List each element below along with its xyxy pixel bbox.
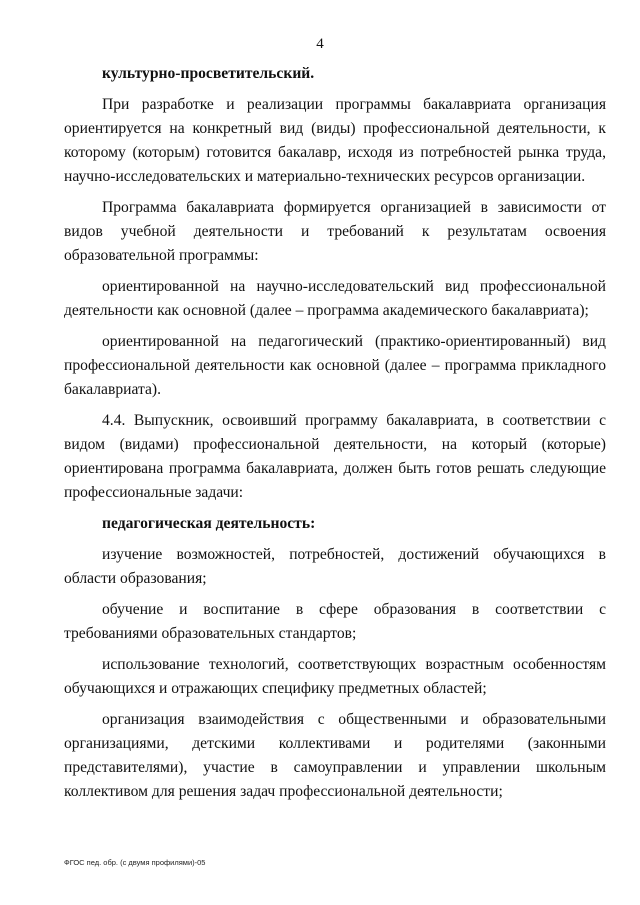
heading-pedagogical-activity: педагогическая деятельность:	[102, 515, 316, 532]
paragraph-academic-bachelor: ориентированной на научно-исследовательский вид профессиональной деятельности как основной (далее – программа академического бакалавриата);	[64, 278, 606, 319]
paragraph-graduate-tasks: 4.4. Выпускник, освоивший программу бакалавриата, в соответствии с видом (видами) профессиональной деятельности, на который (которые) ориентирована программа бакалавриата, должен быть готов решать следующие профессиональные задачи:	[64, 412, 606, 501]
page-number: 4	[316, 36, 324, 52]
paragraph-program-development: При разработке и реализации программы бакалавриата организация ориентируется на конкретный вид (виды) профессиональной деятельности, к которому (которым) готовится бакалавр, исходя из потребностей рынка труда, научно-исследовательских и материально-технических ресурсов организации.	[64, 96, 606, 185]
paragraph-applied-bachelor: ориентированной на педагогический (практико-ориентированный) вид профессиональной деятельности как основной (далее – программа прикладного бакалавриата).	[64, 333, 606, 398]
paragraph-activity-type: культурно-просветительский.	[102, 65, 315, 82]
list-item-interaction: организация взаимодействия с общественными и образовательными организациями, детскими коллективами и родителями (законными представителями), участие в самоуправлении и управлении школьным коллективом для решения задач профессиональной деятельности;	[64, 711, 606, 800]
document-body	[64, 62, 606, 811]
list-item-technologies: использование технологий, соответствующих возрастным особенностям обучающихся и отражающих специфику предметных областей;	[64, 656, 606, 697]
paragraph-program-formation: Программа бакалавриата формируется организацией в зависимости от видов учебной деятельности и требований к результатам освоения образовательной программы:	[64, 199, 606, 264]
list-item-study-abilities: изучение возможностей, потребностей, достижений обучающихся в области образования;	[64, 546, 606, 587]
list-item-teaching-upbringing: обучение и воспитание в сфере образования в соответствии с требованиями образовательных стандартов;	[64, 601, 606, 642]
page-footer: ФГОС пед. обр. (с двумя профилями)-05	[64, 858, 206, 867]
